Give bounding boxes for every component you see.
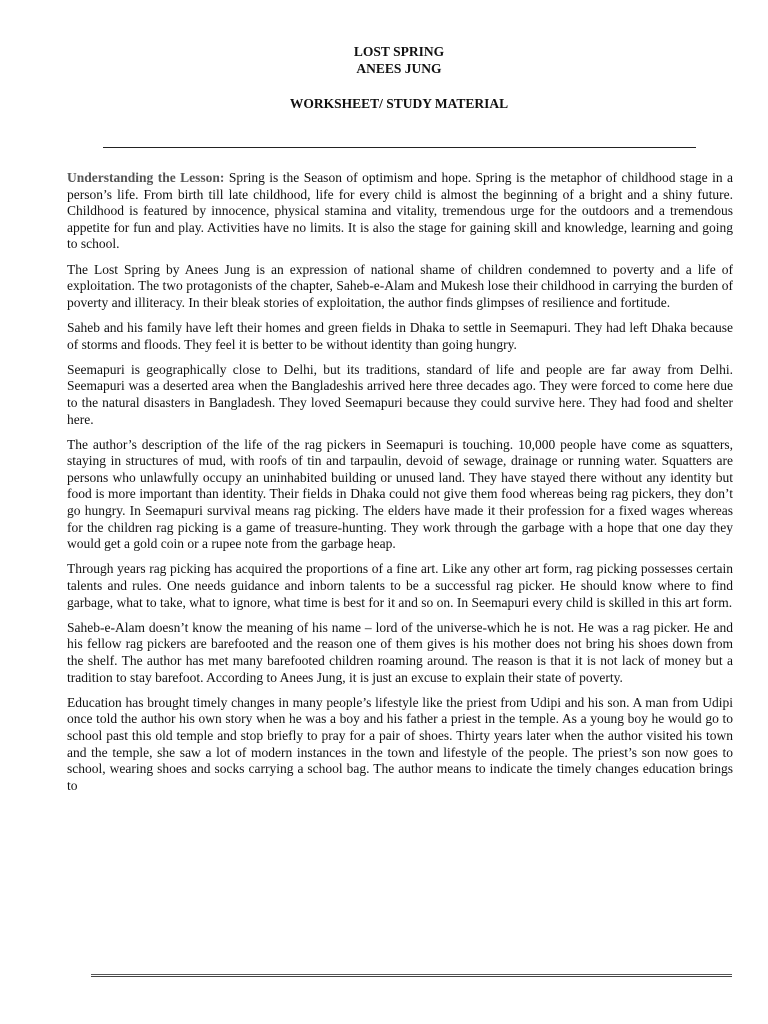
paragraph-text: The Lost Spring by Anees Jung is an expression of national shame of children condemned to poverty and a life of exploitation. The two protagonists of the chapter, Saheb-e-Alam and Mukesh lose their childhood in carrying the burden of poverty and illiteracy. In their bleak stories of exploitation, the author finds glimpses of resilience and fortitude. bbox=[67, 261, 733, 310]
document-title: LOST SPRING bbox=[353, 44, 445, 59]
document-body bbox=[67, 170, 733, 803]
document-author: ANEES JUNG bbox=[356, 61, 442, 76]
paragraph-text: Education has brought timely changes in many people’s lifestyle like the priest from Udipi and his son. A man from Udipi once told the author his own story when he was a boy and his father a priest in the temple. As a young boy he would go to school past this old temple and stop briefly to pray for a pair of shoes. Thirty years later when the author visited his town and the temple, she saw a lot of modern instances in the town and lifestyle of the people. The priest’s son now goes to school, wearing shoes and socks carrying a school bag. The author means to indicate the timely changes education brings to bbox=[67, 694, 733, 793]
paragraph-text: Through years rag picking has acquired the proportions of a fine art. Like any other art form, rag picking possesses certain talents and rules. One needs guidance and inborn talents to be a successful rag picker. He should know where to find garbage, what to take, what to ignore, what time is best for it and so on. In Seemapuri every child is skilled in this art form. bbox=[67, 561, 733, 610]
paragraph-text: The author’s description of the life of the rag pickers in Seemapuri is touching. 10,000 people have come as squatters, staying in structures of mud, with roofs of tin and tarpaulin, devoid of sewage, drainage or running water. Squatters are persons who unlawfully occupy an uninhabited building or unused land. They have stayed there without any identity but food is more important than identity. Their fields in Dhaka could not give them food whereas being rag pickers, they don’t go hungry. In Seemapuri survival means rag picking. The elders have made it their profession for a fixed wages whereas for the children rag picking is a game of treasure-hunting. They work through the garbage with a hope that one day they would get a gold coin or a rupee note from the garbage heap. bbox=[67, 436, 733, 552]
paragraph-lead-heading: Understanding the Lesson: bbox=[67, 170, 225, 185]
paragraph-text: Seemapuri is geographically close to Delhi, but its traditions, standard of life and people are far away from Delhi. Seemapuri was a deserted area when the Bangladeshis arrived here three decades ago. They were forced to come here due to the natural disasters in Bangladesh. They loved Seemapuri because they could survive here. They had food and shelter here. bbox=[67, 361, 733, 427]
header-divider bbox=[103, 147, 696, 148]
paragraph-text: Saheb and his family have left their homes and green fields in Dhaka to settle in Seemapuri. They had left Dhaka because of storms and floods. They feel it is better to be without identity than going hungry. bbox=[67, 319, 733, 352]
paragraph-understanding-lesson bbox=[67, 170, 733, 253]
footer-divider bbox=[91, 974, 732, 977]
paragraph-text: Saheb-e-Alam doesn’t know the meaning of his name – lord of the universe-which he is not. He was a rag picker. He and his fellow rag pickers are barefooted and the reason one of them gives is his mother does not bring his shoes down from the shelf. The author has met many barefooted children roaming around. The reason is that it is not lack of money but a tradition to stay barefoot. According to Anees Jung, it is just an excuse to explain their state of poverty. bbox=[67, 619, 733, 685]
document-header bbox=[0, 43, 768, 112]
document-subtitle: WORKSHEET/ STUDY MATERIAL bbox=[289, 96, 509, 111]
paragraph-text: Spring is the Season of optimism and hope. Spring is the metaphor of childhood stage in a person’s life. From birth till late childhood, life for every child is almost the beginning of a bright and a shiny future. Childhood is featured by innocence, physical stamina and vitality, tremendous urge for the outdoors and a tremendous appetite for fun and play. Activities have no limits. It is also the stage for gaining skill and knowledge, learning and going to school. bbox=[67, 170, 734, 252]
